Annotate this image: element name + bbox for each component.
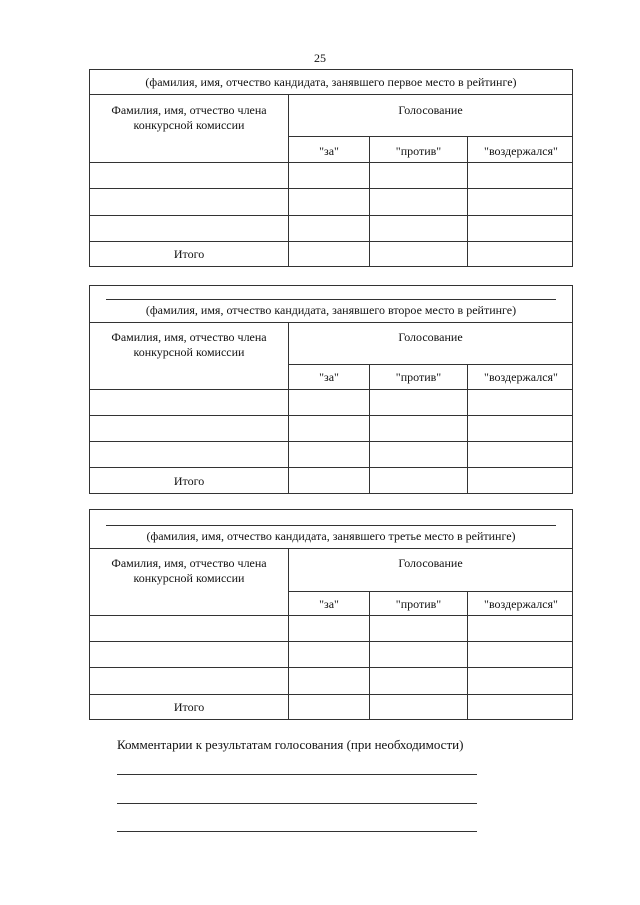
table-row <box>90 188 572 189</box>
comments-label: Комментарии к результатам голосования (при необходимости) <box>117 737 464 752</box>
table-row <box>90 415 572 416</box>
header-divider <box>289 364 572 365</box>
vote-for-header: "за" <box>319 144 339 158</box>
page-number: 25 <box>314 51 326 65</box>
member-name-header: Фамилия, имя, отчество члена конкурсной комиссии <box>111 556 267 585</box>
table-row <box>90 441 572 442</box>
table-row <box>90 667 572 668</box>
comment-line <box>117 803 477 804</box>
vote-against-header: "против" <box>395 144 442 158</box>
header-divider <box>289 591 572 592</box>
table-row <box>90 389 572 390</box>
header-divider <box>289 136 572 137</box>
voting-header: Голосование <box>398 330 463 344</box>
table-row <box>90 615 572 616</box>
member-name-header: Фамилия, имя, отчество члена конкурсной комиссии <box>111 330 267 359</box>
table-row <box>90 467 572 468</box>
total-label: Итого <box>173 474 205 488</box>
candidate-name-line <box>106 299 556 300</box>
table-row <box>90 241 572 242</box>
vote-abstain-header: "воздержался" <box>484 144 558 158</box>
vote-for-header: "за" <box>319 597 339 611</box>
candidate-name-line <box>106 525 556 526</box>
voting-header: Голосование <box>398 556 463 570</box>
table-row <box>90 641 572 642</box>
comment-line <box>117 831 477 832</box>
voting-table-first-place <box>89 69 573 267</box>
candidate-caption: (фамилия, имя, отчество кандидата, занявшего третье место в рейтинге) <box>90 528 572 549</box>
vote-abstain-header: "воздержался" <box>484 597 558 611</box>
voting-table-third-place <box>89 509 573 720</box>
total-label: Итого <box>173 247 205 261</box>
candidate-caption: (фамилия, имя, отчество кандидата, занявшего первое место в рейтинге) <box>90 73 572 95</box>
table-row <box>90 215 572 216</box>
vote-for-header: "за" <box>319 370 339 384</box>
candidate-caption: (фамилия, имя, отчество кандидата, занявшего второе место в рейтинге) <box>90 302 572 323</box>
total-label: Итого <box>173 700 205 714</box>
vote-against-header: "против" <box>395 597 442 611</box>
table-row <box>90 162 572 163</box>
voting-table-second-place <box>89 285 573 494</box>
table-row <box>90 694 572 695</box>
vote-abstain-header: "воздержался" <box>484 370 558 384</box>
member-name-header: Фамилия, имя, отчество члена конкурсной комиссии <box>111 103 267 132</box>
voting-header: Голосование <box>398 103 463 117</box>
vote-against-header: "против" <box>395 370 442 384</box>
comment-line <box>117 774 477 775</box>
